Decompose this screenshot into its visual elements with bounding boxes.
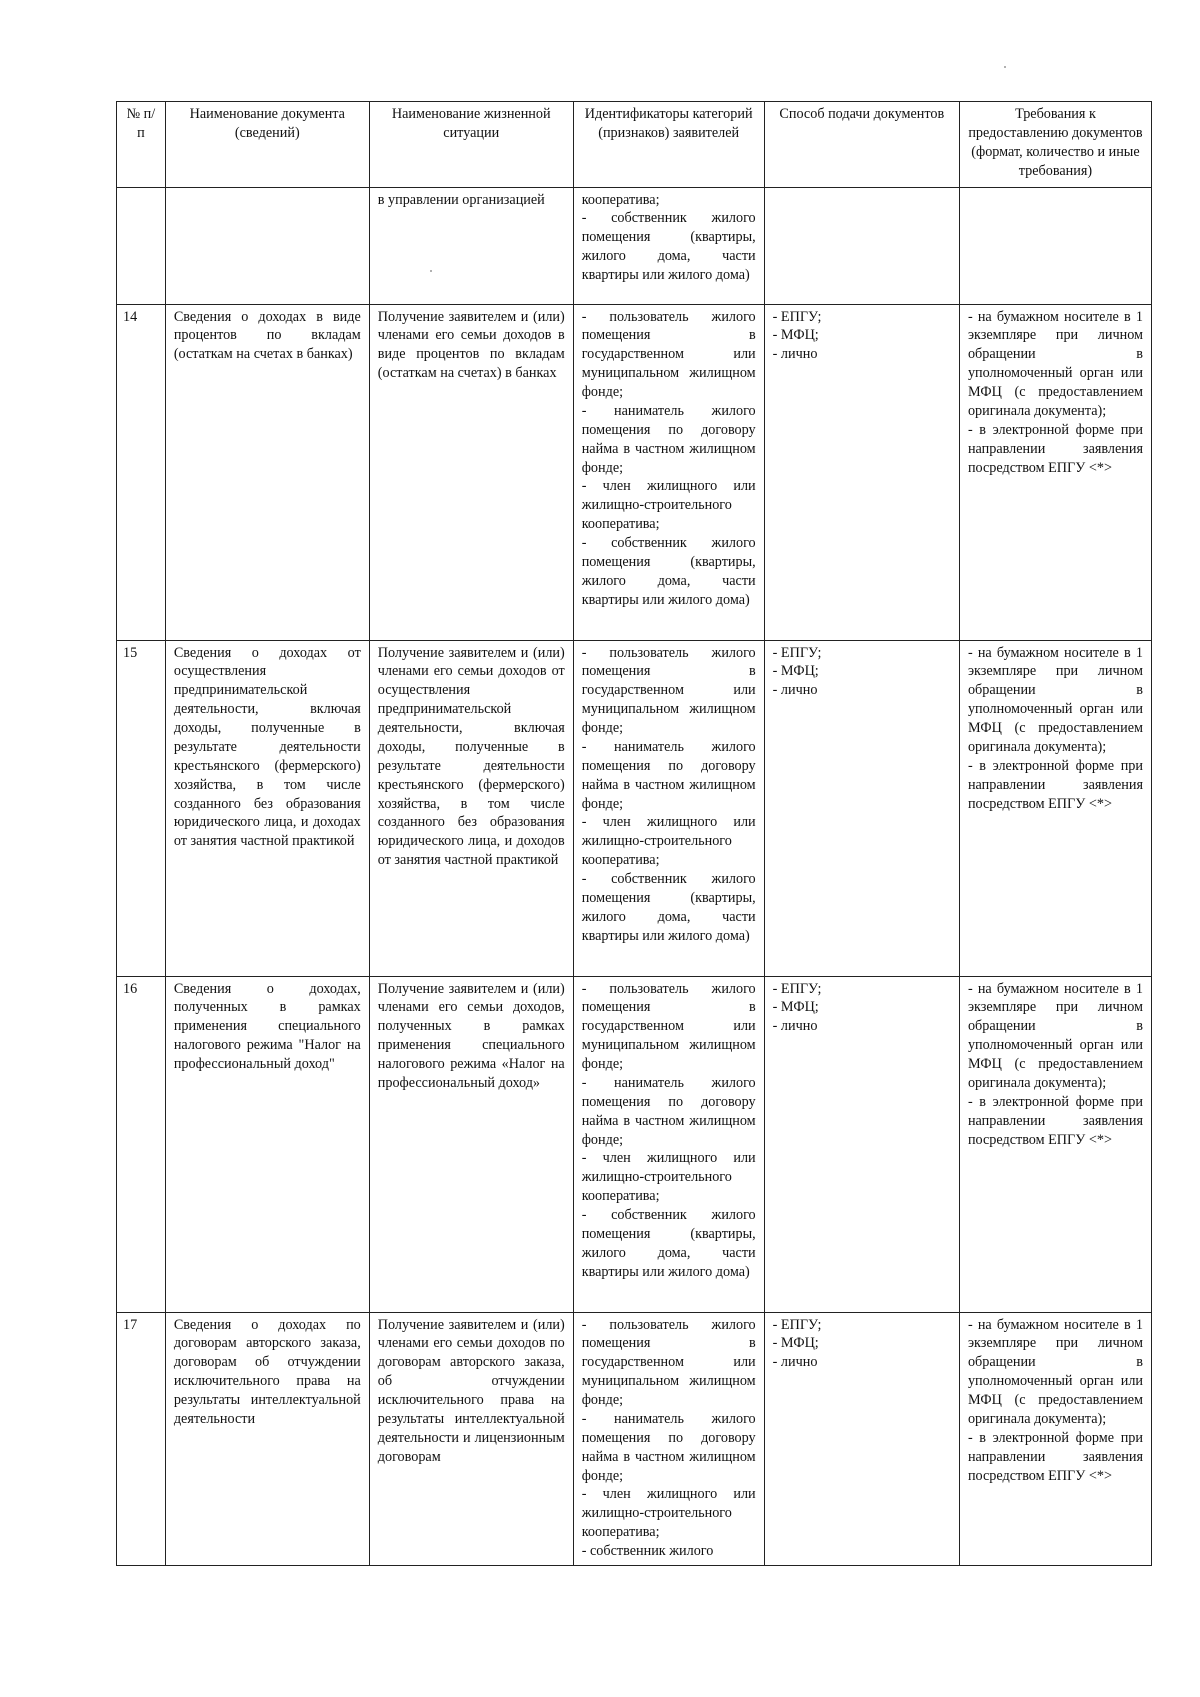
cell-requirements <box>959 640 1151 976</box>
category-item: - наниматель жилого помещения по договору найма в частном жилищном фонде; <box>581 402 756 476</box>
cell-document-name <box>165 187 369 304</box>
requirement-item: - в электронной форме при направлении заявления посредством ЕПГУ <*> <box>967 1429 1143 1484</box>
header-situation: Наименование жизненной ситуации <box>369 102 573 188</box>
cell-num: 17 <box>117 1312 166 1565</box>
requirement-item: - на бумажном носителе в 1 экземпляре при личном обращении в уполномоченный орган или МФЦ (с предоставлением оригинала документа); <box>967 308 1143 419</box>
category-item: - собственник жилого <box>581 1543 714 1559</box>
category-item: - пользователь жилого помещения в государственном или муниципальном жилищном фонде; <box>581 308 756 400</box>
category-item: - пользователь жилого помещения в государственном или муниципальном жилищном фонде; <box>581 644 756 736</box>
method-item: - лично <box>772 1018 818 1035</box>
header-num: № п/п <box>117 102 166 188</box>
table-row-continuation <box>117 187 1152 304</box>
cell-categories <box>573 976 764 1312</box>
category-item: - член жилищного или жилищно-строительного кооператива; <box>581 1150 756 1205</box>
cell-method <box>764 640 959 976</box>
table-row <box>117 976 1152 1312</box>
table-row <box>117 304 1152 640</box>
cell-requirements <box>959 1312 1151 1565</box>
scan-speck <box>430 270 432 272</box>
cell-method <box>764 187 959 304</box>
category-item: - собственник жилого помещения (квартиры, жилого дома, части квартиры или жилого дома) <box>581 535 756 608</box>
cell-situation: Получение заявителем и (или) членами его семьи доходов от осуществления предпринимательской деятельности, включая доходы, полученные в результате деятельности крестьянского (фермерского) хозяйства, в том числе созданного без образования юридического лица, и доходов от занятия частной практикой <box>369 640 573 976</box>
category-item: - наниматель жилого помещения по договору найма в частном жилищном фонде; <box>581 738 756 812</box>
table-header-row <box>117 102 1152 188</box>
cell-categories <box>573 187 764 304</box>
requirement-item: - в электронной форме при направлении заявления посредством ЕПГУ <*> <box>967 757 1143 812</box>
category-item: - член жилищного или жилищно-строительного кооператива; <box>581 1486 756 1541</box>
requirement-item: - на бумажном носителе в 1 экземпляре при личном обращении в уполномоченный орган или МФЦ (с предоставлением оригинала документа); <box>967 1316 1143 1427</box>
category-item: - наниматель жилого помещения по договору найма в частном жилищном фонде; <box>581 1410 756 1484</box>
cell-document-name: Сведения о доходах в виде процентов по вкладам (остаткам на счетах в банках) <box>165 304 369 640</box>
requirement-item: - в электронной форме при направлении заявления посредством ЕПГУ <*> <box>967 1093 1143 1148</box>
header-requirements: Требования к предоставлению документов (формат, количество и иные требования) <box>959 102 1151 188</box>
cell-categories <box>573 640 764 976</box>
cell-situation: в управлении организацией <box>369 187 573 304</box>
category-item: - собственник жилого помещения (квартиры, жилого дома, части квартиры или жилого дома) <box>581 210 756 283</box>
category-item: - наниматель жилого помещения по договору найма в частном жилищном фонде; <box>581 1074 756 1148</box>
cell-requirements <box>959 187 1151 304</box>
category-item: - собственник жилого помещения (квартиры, жилого дома, части квартиры или жилого дома) <box>581 1207 756 1280</box>
method-item: - ЕПГУ; <box>772 1316 822 1333</box>
method-item: - ЕПГУ; <box>772 980 822 997</box>
category-item: - член жилищного или жилищно-строительного кооператива; <box>581 814 756 869</box>
category-item: кооператива; <box>581 191 660 208</box>
category-item: - член жилищного или жилищно-строительного кооператива; <box>581 478 756 533</box>
method-item: - МФЦ; <box>772 327 819 344</box>
header-categories: Идентификаторы категорий (признаков) заявителей <box>573 102 764 188</box>
requirement-item: - на бумажном носителе в 1 экземпляре при личном обращении в уполномоченный орган или МФЦ (с предоставлением оригинала документа); <box>967 644 1143 755</box>
method-item: - лично <box>772 1354 818 1371</box>
documents-table <box>116 101 1152 1566</box>
cell-requirements <box>959 304 1151 640</box>
cell-situation: Получение заявителем и (или) членами его семьи доходов, полученных в рамках применения специального налогового режима «Налог на профессиональный доход» <box>369 976 573 1312</box>
cell-document-name: Сведения о доходах от осуществления предпринимательской деятельности, включая доходы, полученные в результате деятельности крестьянского (фермерского) хозяйства, в том числе созданного без образования юридического лица, и доходах от занятия частной практикой <box>165 640 369 976</box>
category-item: - пользователь жилого помещения в государственном или муниципальном жилищном фонде; <box>581 1316 756 1408</box>
cell-num: 15 <box>117 640 166 976</box>
cell-situation: Получение заявителем и (или) членами его семьи доходов по договорам авторского заказа, об отчуждении исключительного права на результаты интеллектуальной деятельности и лицензионным договорам <box>369 1312 573 1565</box>
category-item: - пользователь жилого помещения в государственном или муниципальном жилищном фонде; <box>581 980 756 1072</box>
cell-num: 16 <box>117 976 166 1312</box>
method-item: - ЕПГУ; <box>772 308 822 325</box>
category-item: - собственник жилого помещения (квартиры, жилого дома, части квартиры или жилого дома) <box>581 871 756 944</box>
method-item: - лично <box>772 346 818 363</box>
method-item: - МФЦ; <box>772 1335 819 1352</box>
requirement-item: - на бумажном носителе в 1 экземпляре при личном обращении в уполномоченный орган или МФЦ (с предоставлением оригинала документа); <box>967 980 1143 1091</box>
cell-method <box>764 1312 959 1565</box>
requirement-item: - в электронной форме при направлении заявления посредством ЕПГУ <*> <box>967 421 1143 476</box>
cell-document-name: Сведения о доходах, полученных в рамках применения специального налогового режима "Налог на профессиональный доход" <box>165 976 369 1312</box>
method-item: - МФЦ; <box>772 999 819 1016</box>
header-document-name: Наименование документа (сведений) <box>165 102 369 188</box>
table-row <box>117 1312 1152 1565</box>
header-method: Способ подачи документов <box>764 102 959 188</box>
cell-method <box>764 304 959 640</box>
cell-categories <box>573 304 764 640</box>
method-item: - ЕПГУ; <box>772 644 822 661</box>
cell-num: 14 <box>117 304 166 640</box>
cell-method <box>764 976 959 1312</box>
method-item: - МФЦ; <box>772 663 819 680</box>
cell-situation: Получение заявителем и (или) членами его семьи доходов в виде процентов по вкладам (остаткам на счетах) в банках <box>369 304 573 640</box>
method-item: - лично <box>772 682 818 699</box>
cell-categories <box>573 1312 764 1565</box>
cell-num <box>117 187 166 304</box>
cell-requirements <box>959 976 1151 1312</box>
cell-document-name: Сведения о доходах по договорам авторского заказа, договорам об отчуждении исключительного права на результаты интеллектуальной деятельности <box>165 1312 369 1565</box>
table-row <box>117 640 1152 976</box>
scan-speck <box>1004 66 1006 68</box>
